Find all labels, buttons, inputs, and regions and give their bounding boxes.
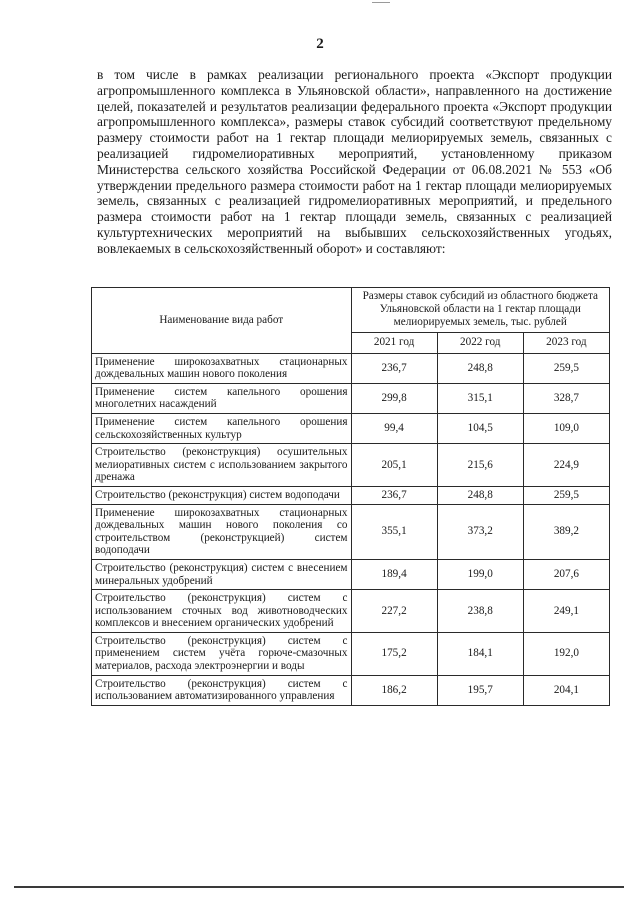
rate-cell: 184,1 (437, 632, 523, 675)
work-type-cell: Строительство (реконструкция) систем с использованием сточных вод животноводческих комплексов и внесением органических удобрений (92, 590, 352, 633)
table-header-row (92, 288, 610, 333)
rate-cell: 175,2 (351, 632, 437, 675)
work-type-cell: Применение широкозахватных стационарных дождевальных машин нового поколения со строительством (реконструкцией) систем водоподачи (92, 504, 352, 559)
rate-cell: 104,5 (437, 413, 523, 443)
rate-cell: 199,0 (437, 559, 523, 589)
rate-cell: 192,0 (523, 632, 609, 675)
header-year: 2022 год (437, 332, 523, 353)
work-type-cell: Строительство (реконструкция) систем водоподачи (92, 486, 352, 504)
rate-cell: 236,7 (351, 353, 437, 383)
work-type-cell: Применение систем капельного орошения сельскохозяйственных культур (92, 413, 352, 443)
table-row (92, 413, 610, 443)
table-row (92, 559, 610, 589)
rate-cell: 109,0 (523, 413, 609, 443)
rate-cell: 373,2 (437, 504, 523, 559)
rate-cell: 259,5 (523, 486, 609, 504)
header-work-type: Наименование вида работ (92, 288, 352, 354)
rate-cell: 204,1 (523, 675, 609, 705)
work-type-cell: Применение систем капельного орошения многолетних насаждений (92, 383, 352, 413)
work-type-cell: Строительство (реконструкция) систем с использованием автоматизированного управления (92, 675, 352, 705)
rate-cell: 249,1 (523, 590, 609, 633)
table-row (92, 504, 610, 559)
rate-cell: 195,7 (437, 675, 523, 705)
rate-cell: 224,9 (523, 444, 609, 487)
work-type-cell: Строительство (реконструкция) систем с внесением минеральных удобрений (92, 559, 352, 589)
table-row (92, 590, 610, 633)
intro-paragraph: в том числе в рамках реализации регионального проекта «Экспорт продукции агропромышленного комплекса в Ульяновской области», направленного на достижение целей, показателей и результатов реализации федерального проекта «Экспорт продукции агропромышленного комплекса», размеры ставок субсидий соответствуют предельному размеру стоимости работ на 1 гектар площади мелиорируемых земель, связанных с реализацией гидромелиоративных мероприятий, установленному приказом Министерства сельского хозяйства Российской Федерации от 06.08.2021 № 553 «Об утверждении предельного размера стоимости работ на 1 гектар площади мелиорируемых земель, связанных с реализацией гидромелиоративных мероприятий, и предельного размера стоимости работ на 1 гектар площади земель, связанных с реализацией культуртехнических мероприятий на выбывших сельскохозяйственных угодьях, вовлекаемых в сельскохозяйственный оборот» и составляют: (97, 67, 612, 256)
rate-cell: 238,8 (437, 590, 523, 633)
table-row (92, 353, 610, 383)
rate-cell: 227,2 (351, 590, 437, 633)
work-type-cell: Строительство (реконструкция) систем с применением систем учёта горюче-смазочных материалов, расхода электроэнергии и воды (92, 632, 352, 675)
rate-cell: 99,4 (351, 413, 437, 443)
work-type-cell: Применение широкозахватных стационарных дождевальных машин нового поколения (92, 353, 352, 383)
table-row (92, 444, 610, 487)
rate-cell: 248,8 (437, 353, 523, 383)
rate-cell: 315,1 (437, 383, 523, 413)
rate-cell: 215,6 (437, 444, 523, 487)
header-year: 2023 год (523, 332, 609, 353)
work-type-cell: Строительство (реконструкция) осушительных мелиоративных систем с использованием закрытого дренажа (92, 444, 352, 487)
rate-cell: 186,2 (351, 675, 437, 705)
rate-cell: 328,7 (523, 383, 609, 413)
table-row (92, 675, 610, 705)
header-subsidy-rates: Размеры ставок субсидий из областного бюджета Ульяновской области на 1 гектар площади мелиорируемых земель, тыс. рублей (351, 288, 610, 333)
rate-cell: 236,7 (351, 486, 437, 504)
rate-cell: 205,1 (351, 444, 437, 487)
subsidy-rates-table (91, 287, 610, 706)
header-year: 2021 год (351, 332, 437, 353)
rate-cell: 207,6 (523, 559, 609, 589)
rate-cell: 259,5 (523, 353, 609, 383)
rate-cell: 189,4 (351, 559, 437, 589)
rate-cell: 248,8 (437, 486, 523, 504)
page-number: 2 (316, 36, 324, 52)
rate-cell: 299,8 (351, 383, 437, 413)
scan-mark (372, 2, 390, 3)
table-row (92, 383, 610, 413)
rate-cell: 389,2 (523, 504, 609, 559)
table-row (92, 486, 610, 504)
bottom-rule (14, 886, 624, 888)
rate-cell: 355,1 (351, 504, 437, 559)
table-row (92, 632, 610, 675)
